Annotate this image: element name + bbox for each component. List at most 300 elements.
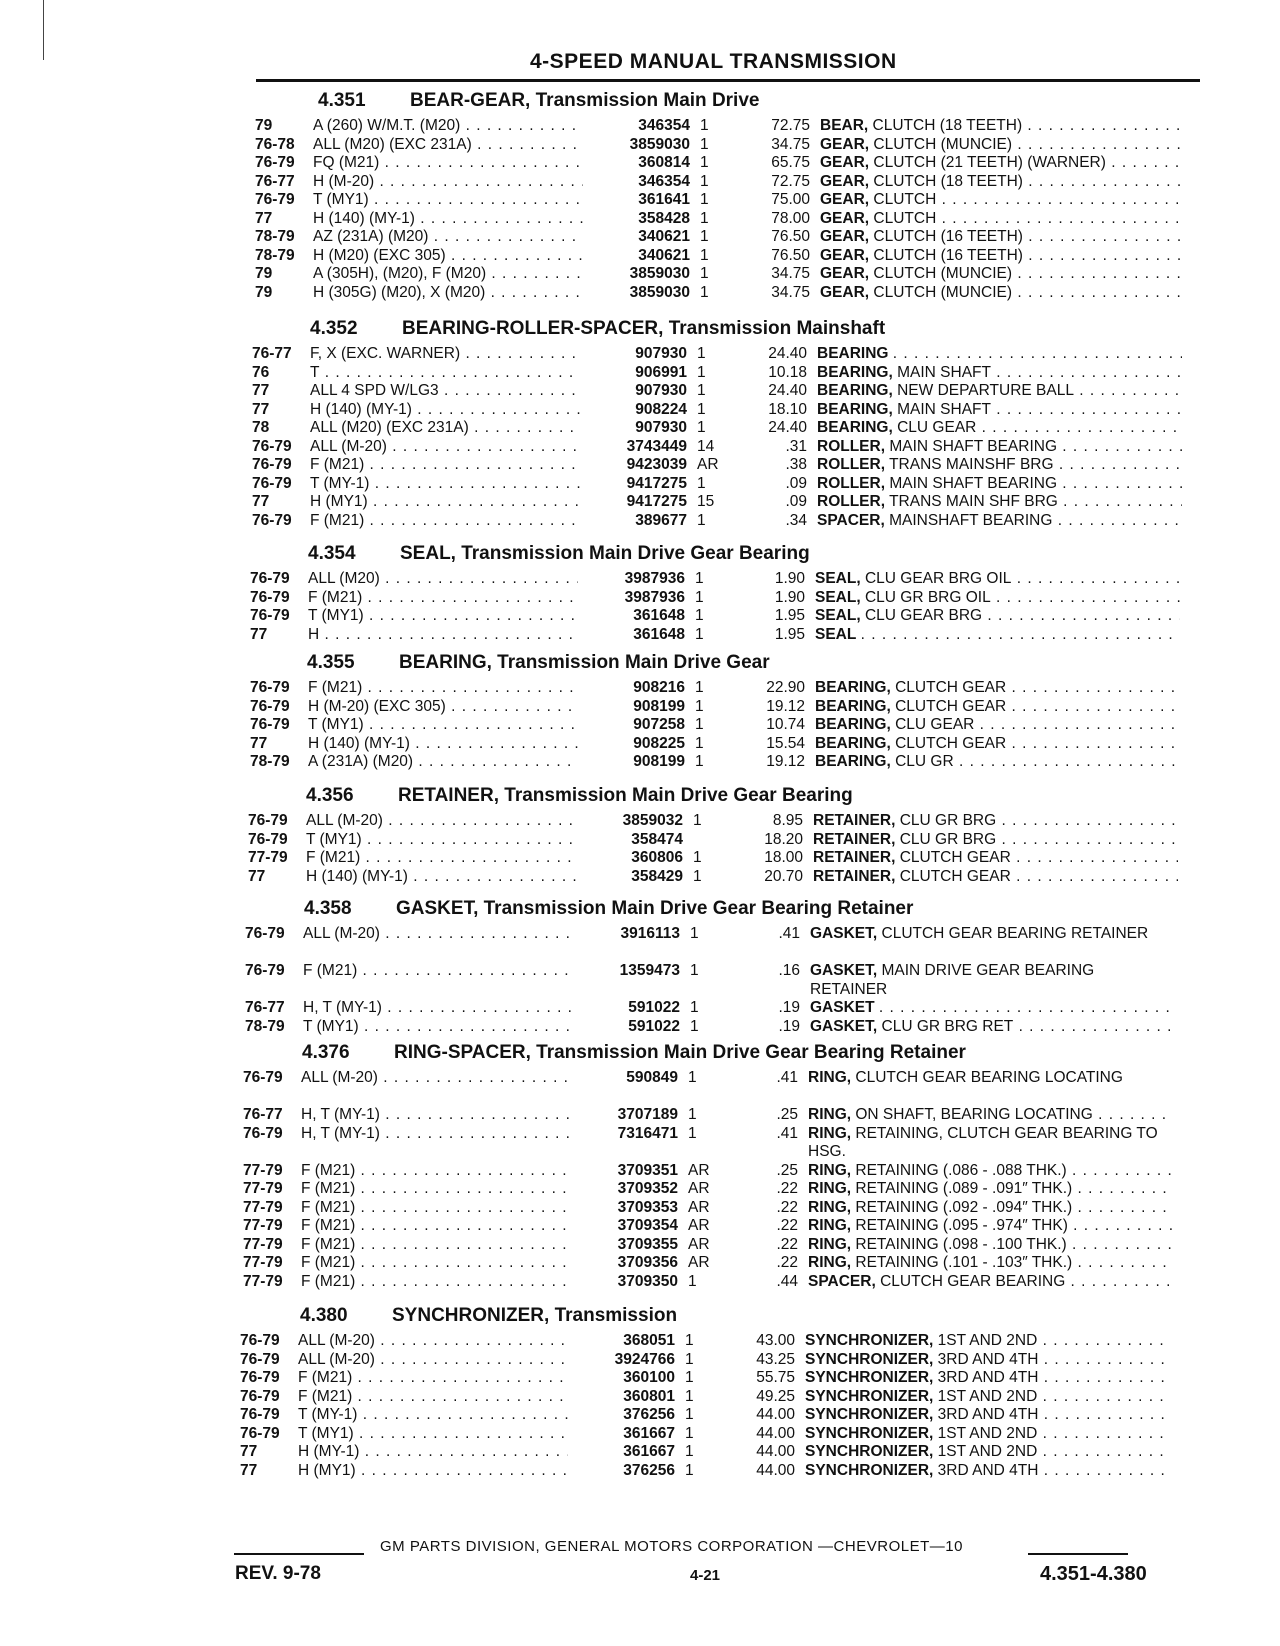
part-description: ON SHAFT, BEARING LOCATING (855, 1106, 1093, 1123)
year-range: 76-79 (252, 511, 292, 529)
year-range: 76-79 (252, 437, 292, 455)
section-title: GASKET, Transmission Main Drive Gear Bearing Retainer (396, 898, 914, 919)
part-number: 358474 (631, 830, 683, 848)
part-description: CLUTCH (18 TEETH) (872, 117, 1023, 134)
part-term: RETAINER, (813, 867, 896, 885)
description (820, 265, 1185, 284)
section-heading (307, 652, 770, 674)
part-number: 908199 (633, 697, 685, 715)
price: .22 (776, 1254, 798, 1271)
part-description: CLU GR BRG RET (881, 1017, 1014, 1035)
section-title: SYNCHRONIZER, Transmission (392, 1305, 678, 1326)
application: H (305G) (M20), X (M20) . . . (313, 284, 583, 303)
year-range: 77 (252, 493, 270, 510)
description (817, 438, 1182, 457)
part-description: RETAINING (.092 - .094″ THK.) (855, 1198, 1073, 1216)
description (815, 716, 1180, 735)
quantity: 1 (700, 246, 709, 264)
quantity: 1 (693, 812, 702, 829)
price: 44.00 (756, 1424, 795, 1442)
application: H (M-20) . . . (313, 173, 583, 192)
application: H (140) (MY-1) . . . (310, 401, 580, 420)
description (817, 419, 1182, 438)
part-term: GEAR, (820, 209, 870, 227)
section-number: 4.354 (308, 543, 356, 564)
part-term: SYNCHRONIZER, (805, 1424, 934, 1442)
description (815, 570, 1180, 589)
part-term: SYNCHRONIZER, (805, 1350, 934, 1368)
part-description: RETAINING (.095 - .974″ THK) (855, 1217, 1068, 1234)
quantity: 1 (685, 1424, 694, 1442)
quantity: 1 (695, 716, 704, 733)
year-range: 76-79 (250, 588, 290, 606)
price: 10.18 (768, 363, 807, 381)
section-number: 4.351 (318, 90, 366, 111)
description (810, 925, 1175, 962)
quantity: 1 (697, 345, 706, 362)
application: F (M21) . . . (301, 1180, 571, 1199)
part-number: 361667 (623, 1424, 675, 1442)
quantity: 1 (700, 283, 709, 301)
part-term: BEARING, (817, 382, 893, 399)
part-number: 360814 (638, 154, 690, 171)
section-range: 4.351-4.380 (1040, 1563, 1147, 1585)
description (813, 868, 1178, 887)
year-range: 76-79 (250, 607, 290, 624)
part-description: CLU GR (895, 753, 954, 770)
year-range: 76-77 (245, 999, 285, 1016)
part-description: 1ST AND 2ND (937, 1424, 1038, 1442)
part-term: BEARING (817, 345, 889, 362)
year-range: 76 (252, 363, 270, 381)
description (820, 136, 1185, 155)
year-range: 76-79 (255, 191, 295, 208)
application: F (M21) . . . (308, 679, 578, 698)
quantity: 1 (695, 607, 704, 624)
price: 1.90 (774, 570, 805, 587)
quantity: 1 (695, 753, 704, 770)
application: H (MY1) . . . (310, 493, 580, 512)
part-term: RING, (808, 1235, 852, 1253)
description (815, 679, 1180, 698)
application: T (MY1) . . . (308, 607, 578, 626)
price: 44.00 (756, 1406, 795, 1423)
part-description: CLUTCH GEAR (899, 867, 1011, 885)
application: F, X (EXC. WARNER) . . . (310, 345, 580, 364)
part-description: CLUTCH GEAR BEARING LOCATING (855, 1069, 1123, 1086)
application: T (MY1) . . . (308, 716, 578, 735)
part-number: 346354 (638, 172, 690, 190)
description (817, 512, 1182, 531)
part-description: CLUTCH (873, 209, 937, 227)
revision-label: REV. 9-78 (235, 1563, 321, 1584)
application: T . . . (310, 364, 580, 383)
description (808, 1106, 1173, 1125)
price: 76.50 (771, 246, 810, 264)
part-term: RING, (808, 1106, 852, 1123)
part-number: 3859030 (629, 135, 690, 153)
part-term: BEARING, (817, 419, 893, 436)
part-number: 907930 (635, 382, 687, 399)
part-term: GASKET, (810, 925, 878, 942)
year-range: 76-79 (240, 1424, 280, 1442)
part-number: 3743449 (626, 437, 687, 455)
part-description: CLUTCH (18 TEETH) (873, 172, 1023, 190)
year-range: 76-79 (243, 1124, 283, 1142)
price: 1.95 (774, 607, 805, 624)
quantity: 1 (688, 1106, 697, 1123)
year-range: 77 (252, 400, 270, 418)
description (820, 117, 1185, 136)
price: 44.00 (756, 1443, 795, 1460)
year-range: 76-79 (248, 812, 288, 829)
year-range: 78-79 (250, 753, 290, 770)
price: 75.00 (771, 191, 810, 208)
application: F (M21) . . . (301, 1199, 571, 1218)
part-number: 9417275 (626, 493, 687, 510)
part-number: 3859030 (629, 283, 690, 301)
description (820, 247, 1185, 266)
part-description: RETAINING (.086 - .088 THK.) (855, 1161, 1067, 1179)
section-number: 4.380 (300, 1305, 348, 1326)
description (815, 735, 1180, 754)
part-term: SYNCHRONIZER, (805, 1406, 934, 1423)
part-number: 3707189 (617, 1106, 678, 1123)
year-range: 76-79 (240, 1406, 280, 1423)
year-range: 76-79 (240, 1332, 280, 1349)
part-term: GEAR, (820, 172, 870, 190)
description (815, 753, 1180, 772)
application: ALL (M-20) . . . (298, 1332, 568, 1351)
part-term: SYNCHRONIZER, (805, 1443, 934, 1460)
quantity: 1 (695, 588, 704, 606)
description (808, 1236, 1173, 1255)
part-term: GEAR, (820, 246, 870, 264)
part-term: SYNCHRONIZER, (805, 1332, 934, 1349)
price: .38 (785, 456, 807, 473)
price: 22.90 (766, 679, 805, 696)
part-term: RING, (808, 1217, 852, 1234)
year-range: 77-79 (243, 1254, 283, 1271)
price: .16 (778, 962, 800, 979)
part-number: 361648 (633, 625, 685, 643)
application: ALL (M-20) . . . (301, 1069, 571, 1088)
part-description: CLU GR BRG OIL (864, 588, 991, 606)
description (813, 831, 1178, 850)
price: 72.75 (771, 117, 810, 134)
quantity: 1 (700, 228, 709, 245)
part-term: SYNCHRONIZER, (805, 1461, 934, 1479)
price: 43.00 (756, 1332, 795, 1349)
part-term: SPACER, (808, 1272, 876, 1290)
part-number: 907258 (633, 716, 685, 733)
description (820, 284, 1185, 303)
part-number: 361641 (638, 191, 690, 208)
price: .41 (778, 925, 800, 942)
part-term: SEAL, (815, 588, 861, 606)
year-range: 79 (255, 265, 273, 282)
quantity: 1 (685, 1406, 694, 1423)
part-number: 1359473 (619, 962, 680, 979)
quantity: 1 (695, 625, 704, 643)
description (817, 401, 1182, 420)
part-description: CLUTCH (MUNCIE) (873, 283, 1013, 301)
quantity: 1 (700, 117, 709, 134)
part-term: GEAR, (820, 154, 870, 171)
section-title: RETAINER, Transmission Main Drive Gear Bearing (398, 785, 853, 806)
quantity: 1 (700, 135, 709, 153)
application: T (MY1) . . . (298, 1425, 568, 1444)
part-number: 346354 (638, 117, 690, 134)
application: AZ (231A) (M20) . . . (313, 228, 583, 247)
part-description: CLUTCH (16 TEETH) (873, 246, 1023, 264)
application: H (MY-1) . . . (298, 1443, 568, 1462)
year-range: 76-79 (255, 154, 295, 171)
year-range: 76-79 (245, 925, 285, 942)
quantity: AR (688, 1180, 710, 1197)
quantity: 1 (685, 1332, 694, 1349)
price: .22 (776, 1235, 798, 1253)
part-term: BEARING, (817, 400, 893, 418)
part-term: SYNCHRONIZER, (805, 1387, 934, 1405)
part-number: 3709356 (617, 1254, 678, 1271)
quantity: 1 (685, 1350, 694, 1368)
price: 43.25 (756, 1350, 795, 1368)
application: F (M21) . . . (301, 1254, 571, 1273)
application: T (MY1) . . . (313, 191, 583, 210)
part-term: RING, (808, 1180, 852, 1197)
part-term: RING, (808, 1254, 852, 1271)
part-description: CLUTCH (MUNCIE) (873, 135, 1013, 153)
year-range: 77-79 (243, 1235, 283, 1253)
part-term: GEAR, (820, 283, 870, 301)
application: F (M21) . . . (298, 1369, 568, 1388)
quantity: 1 (695, 734, 704, 752)
part-number: 340621 (638, 246, 690, 264)
price: .22 (776, 1198, 798, 1216)
quantity: 1 (688, 1124, 697, 1142)
year-range: 76-79 (250, 697, 290, 715)
section-number: 4.356 (306, 785, 354, 806)
part-number: 3709351 (617, 1161, 678, 1179)
application: A (260) W/M.T. (M20) . . . (313, 117, 583, 136)
part-number: 376256 (623, 1461, 675, 1479)
part-description: MAIN SHAFT (897, 363, 991, 381)
application: H (140) (MY-1) . . . (306, 868, 576, 887)
part-number: 590849 (626, 1069, 678, 1086)
year-range: 76-79 (240, 1387, 280, 1405)
part-term: GEAR, (820, 135, 870, 153)
part-description: RETAINING (.098 - .100 THK.) (855, 1235, 1067, 1253)
price: 20.70 (764, 867, 803, 885)
description (808, 1217, 1173, 1236)
part-description: 1ST AND 2ND (937, 1443, 1038, 1460)
year-range: 79 (255, 117, 273, 134)
quantity: 1 (688, 1272, 697, 1290)
quantity: 1 (690, 1017, 699, 1035)
price: .19 (778, 999, 800, 1016)
section-heading (318, 90, 759, 112)
quantity: 1 (685, 1443, 694, 1460)
price: 78.00 (771, 209, 810, 227)
application: F (M21) . . . (308, 589, 578, 608)
part-term: GEAR, (820, 191, 870, 208)
year-range: 77 (250, 734, 268, 752)
year-range: 77-79 (248, 849, 288, 866)
part-description: 3RD AND 4TH (937, 1369, 1039, 1386)
description (820, 210, 1185, 229)
application: H (140) (MY-1) . . . (308, 735, 578, 754)
part-number: 3859032 (622, 812, 683, 829)
quantity: AR (697, 456, 719, 473)
price: 10.74 (766, 716, 805, 733)
description (805, 1351, 1170, 1370)
year-range: 76-79 (250, 716, 290, 733)
part-description: 3RD AND 4TH (937, 1461, 1039, 1479)
page-title: 4-SPEED MANUAL TRANSMISSION (530, 50, 897, 73)
application: ALL (M-20) . . . (298, 1351, 568, 1370)
part-number: 3709353 (617, 1198, 678, 1216)
part-term: BEARING, (817, 363, 893, 381)
part-term: GASKET, (810, 1017, 878, 1035)
part-term: BEARING, (815, 716, 891, 733)
year-range: 76-77 (243, 1106, 283, 1123)
description (808, 1069, 1173, 1106)
application: H (MY1) . . . (298, 1462, 568, 1481)
part-term: SYNCHRONIZER, (805, 1369, 934, 1386)
quantity: 1 (697, 363, 706, 381)
description (820, 154, 1185, 173)
part-description: CLU GEAR BRG (864, 607, 983, 624)
part-number: 908225 (633, 734, 685, 752)
part-term: ROLLER, (817, 456, 886, 473)
application: ALL (M20) . . . (308, 570, 578, 589)
part-term: SEAL, (815, 570, 861, 587)
description (815, 607, 1180, 626)
part-description: TRANS MAINSHF BRG (889, 456, 1054, 473)
description (817, 382, 1182, 401)
quantity: 1 (700, 209, 709, 227)
price: 19.12 (766, 697, 805, 715)
quantity: 1 (695, 570, 704, 587)
application: FQ (M21) . . . (313, 154, 583, 173)
quantity: 1 (700, 172, 709, 190)
part-description: CLUTCH GEAR BEARING RETAINER (881, 925, 1149, 942)
part-number: 3987936 (624, 588, 685, 606)
part-description: CLU GEAR (897, 419, 977, 436)
description (808, 1199, 1173, 1218)
application: H (M20) (EXC 305) . . . (313, 247, 583, 266)
quantity: 1 (700, 154, 709, 171)
description (810, 999, 1175, 1018)
description (817, 475, 1182, 494)
part-number: 389677 (635, 511, 687, 529)
part-number: 3709354 (617, 1217, 678, 1234)
year-range: 79 (255, 283, 273, 301)
description (815, 626, 1180, 645)
price: 19.12 (766, 753, 805, 770)
part-number: 9417275 (626, 474, 687, 492)
part-number: 3987936 (624, 570, 685, 587)
price: .41 (776, 1069, 798, 1086)
description (805, 1332, 1170, 1351)
description (808, 1125, 1173, 1162)
application: F (M21) . . . (301, 1236, 571, 1255)
year-range: 77 (240, 1443, 258, 1460)
section-heading (300, 1305, 677, 1327)
quantity: 1 (697, 474, 706, 492)
description (808, 1162, 1173, 1181)
year-range: 78-79 (245, 1017, 285, 1035)
application: F (M21) . . . (310, 456, 580, 475)
part-term: GEAR, (820, 265, 870, 282)
application: T (MY1) . . . (306, 831, 576, 850)
price: 72.75 (771, 172, 810, 190)
part-number: 361648 (633, 607, 685, 624)
description (805, 1425, 1170, 1444)
part-number: 3709352 (617, 1180, 678, 1197)
part-term: GEAR, (820, 228, 870, 245)
quantity: 1 (695, 697, 704, 715)
part-number: 7316471 (617, 1124, 678, 1142)
part-description: CLUTCH (21 TEETH) (WARNER) (873, 154, 1106, 171)
description (805, 1462, 1170, 1481)
margin-line (43, 0, 44, 60)
application: ALL 4 SPD W/LG3 . . . (310, 382, 580, 401)
part-number: 908224 (635, 400, 687, 418)
section-heading (308, 543, 810, 565)
part-number: 340621 (638, 228, 690, 245)
description (820, 228, 1185, 247)
part-description: MAIN SHAFT BEARING (889, 437, 1057, 455)
year-range: 77 (248, 867, 266, 885)
price: 76.50 (771, 228, 810, 245)
price: 24.40 (768, 419, 807, 436)
year-range: 76-79 (252, 456, 292, 473)
year-range: 77-79 (243, 1217, 283, 1234)
part-description: TRANS MAIN SHF BRG (889, 493, 1058, 510)
price: 18.00 (764, 849, 803, 866)
year-range: 78 (252, 419, 270, 436)
quantity: 1 (693, 849, 702, 866)
part-number: 591022 (628, 1017, 680, 1035)
section-number: 4.355 (307, 652, 355, 673)
part-description: CLUTCH (873, 191, 937, 208)
part-description: CLUTCH GEAR (899, 849, 1011, 866)
year-range: 77 (250, 625, 268, 643)
part-number: 907930 (635, 419, 687, 436)
price: 55.75 (756, 1369, 795, 1386)
year-range: 77-79 (243, 1161, 283, 1179)
description (808, 1180, 1173, 1199)
year-range: 77-79 (243, 1198, 283, 1216)
part-description: CLU GR BRG (899, 830, 997, 848)
application: H . . . (308, 626, 578, 645)
description (817, 456, 1182, 475)
year-range: 76-77 (255, 172, 295, 190)
application: ALL (M20) (EXC 231A) . . . (313, 136, 583, 155)
description (810, 1018, 1175, 1037)
application: F (M21) . . . (306, 849, 576, 868)
part-description: 1ST AND 2ND (937, 1387, 1038, 1405)
application: H, T (MY-1) . . . (303, 999, 573, 1018)
application: F (M21) . . . (301, 1273, 571, 1292)
section-heading (302, 1042, 966, 1064)
part-description: 1ST AND 2ND (937, 1332, 1038, 1349)
quantity: AR (688, 1235, 710, 1253)
year-range: 76-77 (252, 345, 292, 362)
part-number: 591022 (628, 999, 680, 1016)
